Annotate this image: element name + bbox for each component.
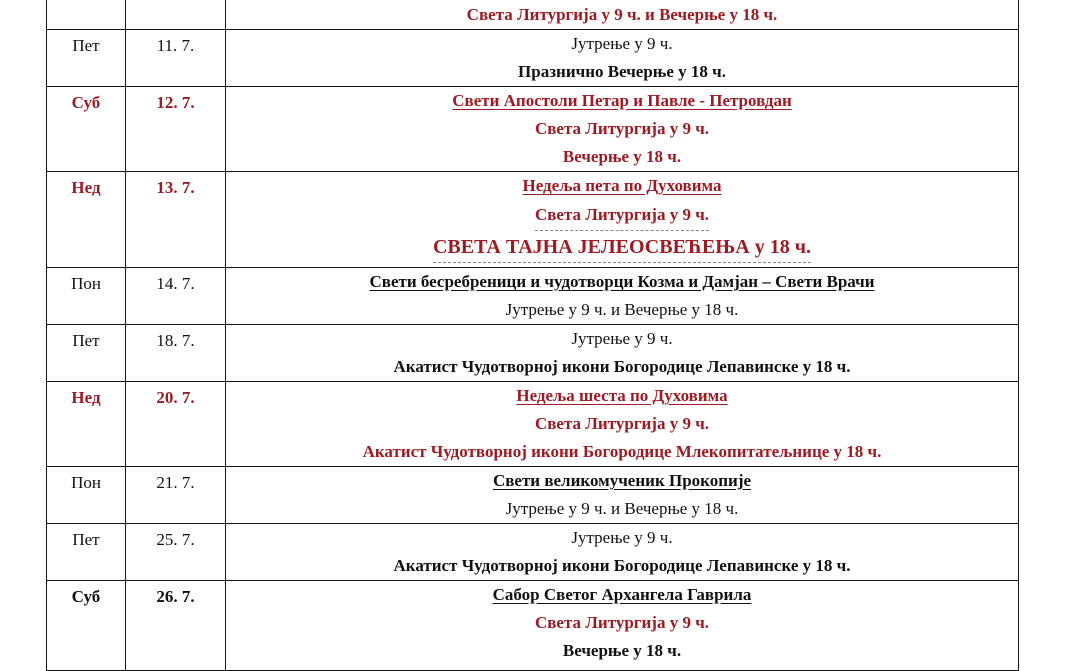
schedule-table [46, 0, 1019, 671]
day-cell [47, 0, 126, 30]
day-cell: Пон [47, 467, 126, 524]
table-row [47, 268, 1019, 325]
service-line: Акатист Чудотворној икони Богородице Млекопитатељнице у 18 ч. [362, 442, 882, 461]
day-cell: Нед [47, 172, 126, 268]
service-cell [226, 524, 1019, 581]
service-line: Света Литургија у 9 ч. [534, 119, 710, 138]
service-line: Јутрење у 9 ч. и Вечерње у 18 ч. [505, 499, 739, 518]
service-line: Јутрење у 9 ч. и Вечерње у 18 ч. [505, 300, 739, 319]
table-row [47, 30, 1019, 87]
service-line: Вечерње у 18 ч. [562, 641, 682, 660]
service-line: Вечерње у 18 ч. [562, 147, 682, 166]
service-cell [226, 0, 1019, 30]
feast-title: Свети Апостоли Петар и Павле - Петровдан [452, 91, 792, 110]
feast-title: Свети великомученик Прокопије [492, 471, 752, 490]
table-row [47, 382, 1019, 467]
day-cell: Пет [47, 325, 126, 382]
date-cell: 21. 7. [126, 467, 226, 524]
day-cell: Суб [47, 581, 126, 671]
date-cell [126, 0, 226, 30]
table-row [47, 0, 1019, 30]
day-cell: Пет [47, 524, 126, 581]
feast-title: Недеља пета по Духовима [522, 176, 722, 195]
service-line: Празнично Вечерње у 18 ч. [518, 62, 726, 81]
service-line: Јутрење у 9 ч. [571, 34, 673, 53]
day-cell: Пет [47, 30, 126, 87]
service-cell [226, 172, 1019, 268]
date-cell: 13. 7. [126, 172, 226, 268]
day-cell: Нед [47, 382, 126, 467]
service-cell [226, 325, 1019, 382]
date-cell: 18. 7. [126, 325, 226, 382]
service-line: Света Литургија у 9 ч. [226, 200, 1018, 228]
date-cell: 14. 7. [126, 268, 226, 325]
service-cell [226, 268, 1019, 325]
service-line: Света Литургија у 9 ч. [534, 613, 710, 632]
sacrament-line: СВЕТА ТАЈНА ЈЕЛЕОСВЕЋЕЊА у 18 ч. [226, 228, 1018, 264]
day-cell: Суб [47, 87, 126, 172]
date-cell: 20. 7. [126, 382, 226, 467]
service-cell [226, 382, 1019, 467]
service-line: Света Литургија у 9 ч. [534, 414, 710, 433]
table-row [47, 87, 1019, 172]
service-cell [226, 581, 1019, 671]
service-line: Акатист Чудотворној икони Богородице Лепавинске у 18 ч. [393, 556, 851, 575]
table-row [47, 581, 1019, 671]
service-cell [226, 467, 1019, 524]
date-cell: 11. 7. [126, 30, 226, 87]
service-cell [226, 30, 1019, 87]
date-cell: 12. 7. [126, 87, 226, 172]
service-line: Акатист Чудотворној икони Богородице Лепавинске у 18 ч. [393, 357, 851, 376]
date-cell: 25. 7. [126, 524, 226, 581]
table-row [47, 325, 1019, 382]
table-row [47, 467, 1019, 524]
table-row [47, 524, 1019, 581]
service-cell [226, 87, 1019, 172]
day-cell: Пон [47, 268, 126, 325]
feast-title: Недеља шеста по Духовима [516, 386, 728, 405]
service-line: Света Литургија у 9 ч. и Вечерње у 18 ч. [466, 5, 778, 24]
feast-title: Свети бесребреници и чудотворци Козма и Дамјан – Свети Врачи [369, 272, 875, 291]
table-row [47, 172, 1019, 268]
service-line: Јутрење у 9 ч. [571, 528, 673, 547]
date-cell: 26. 7. [126, 581, 226, 671]
service-line: Јутрење у 9 ч. [571, 329, 673, 348]
feast-title: Сабор Светог Архангела Гаврила [492, 585, 752, 604]
